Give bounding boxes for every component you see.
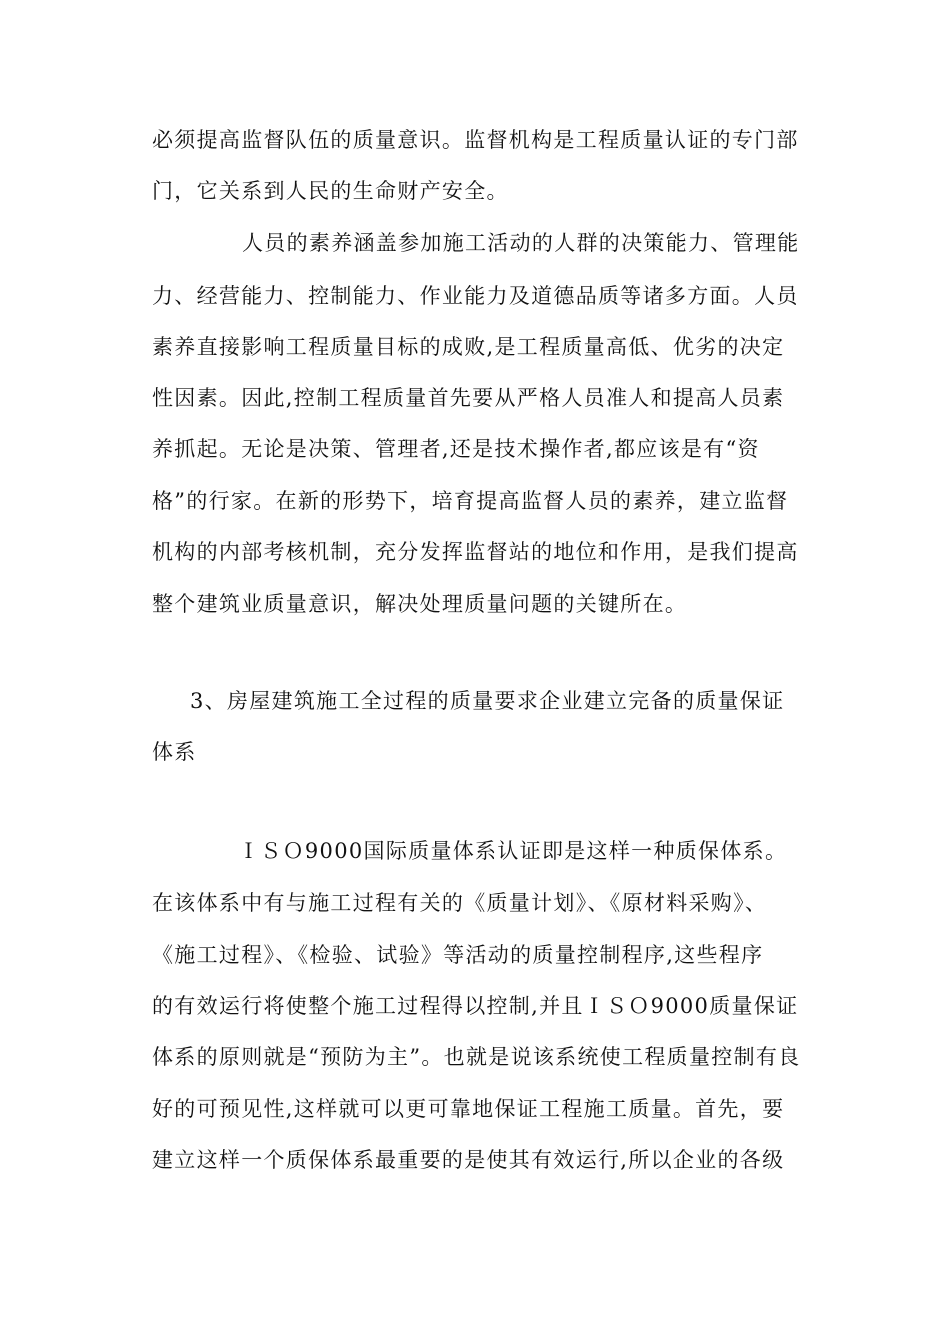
text-line: 必须提高监督队伍的质量意识。监督机构是工程质量认证的专门部 [152, 128, 799, 152]
section-heading: 3、房屋建筑施工全过程的质量要求企业建立完备的质量保证 [190, 689, 785, 713]
text-line: 性因素。因此,控制工程质量首先要从严格人员准人和提高人员素 [152, 386, 785, 410]
text-line: 在该体系中有与施工过程有关的《质量计划》、《原材料采购》、 [152, 891, 768, 915]
text-line: 整个建筑业质量意识，解决处理质量问题的关键所在。 [152, 592, 688, 616]
text-line: 好的可预见性,这样就可以更可靠地保证工程施工质量。首先，要 [152, 1097, 785, 1121]
text-line: 素养直接影响工程质量目标的成败,是工程质量高低、优劣的决定 [152, 335, 785, 359]
text-line: 的有效运行将使整个施工过程得以控制,并且ＩＳＯ9000质量保证 [152, 994, 799, 1018]
text-line: 力、经营能力、控制能力、作业能力及道德品质等诸多方面。人员 [152, 284, 799, 308]
text-line: 建立这样一个质保体系最重要的是使其有效运行,所以企业的各级 [152, 1148, 785, 1172]
section-heading-continued: 体系 [152, 740, 197, 764]
text-line: 门，它关系到人民的生命财产安全。 [152, 179, 509, 203]
text-line: 机构的内部考核机制，充分发挥监督站的地位和作用，是我们提高 [152, 540, 799, 564]
text-line: 体系的原则就是“预防为主”。也就是说该系统使工程质量控制有良 [152, 1045, 801, 1069]
paragraph-indented-line: 人员的素养涵盖参加施工活动的人群的决策能力、管理能 [242, 231, 800, 255]
text-line: 《施工过程》、《检验、试验》等活动的质量控制程序,这些程序 [152, 943, 764, 967]
text-line: 格”的行家。在新的形势下，培育提高监督人员的素养，建立监督 [152, 489, 789, 513]
paragraph-indented-line: ＩＳＯ9000国际质量体系认证即是这样一种质保体系。 [238, 839, 788, 863]
text-line: 养抓起。无论是决策、管理者,还是技术操作者,都应该是有“资 [152, 437, 760, 461]
